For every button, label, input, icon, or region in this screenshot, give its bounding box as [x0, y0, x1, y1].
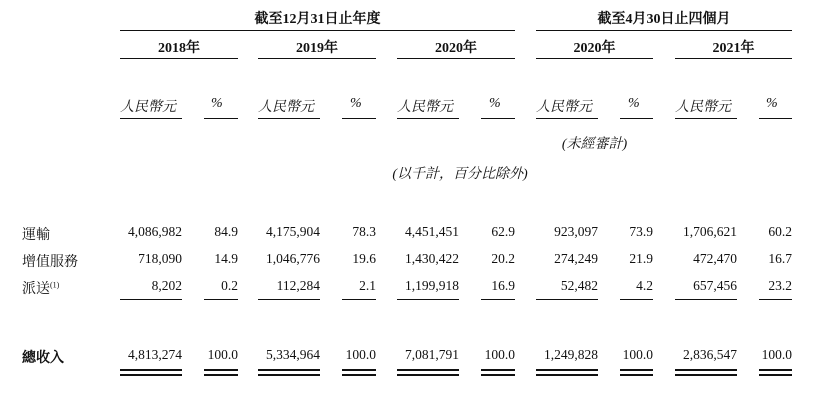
table-cell: 16.7	[768, 251, 792, 266]
subtotal-rule	[675, 299, 737, 300]
total-double-rule	[120, 374, 182, 376]
total-double-rule	[342, 369, 376, 371]
total-double-rule	[481, 374, 515, 376]
subtotal-rule	[759, 299, 792, 300]
year-header-2019: 2019年	[296, 41, 338, 56]
unit-currency-2021-4m: 人民幣元	[675, 100, 731, 115]
table-cell: 657,456	[693, 278, 737, 293]
total-double-rule	[342, 374, 376, 376]
subtotal-rule	[397, 299, 459, 300]
row-label-total: 總收入	[22, 351, 64, 366]
total-cell: 100.0	[345, 347, 376, 362]
total-cell: 100.0	[484, 347, 515, 362]
table-cell: 73.9	[629, 224, 653, 239]
total-cell: 4,813,274	[128, 347, 182, 362]
unit-currency-2018: 人民幣元	[120, 100, 176, 115]
total-cell: 100.0	[622, 347, 653, 362]
unit-percent-2019: %	[350, 96, 362, 111]
unit-rule	[536, 118, 598, 119]
table-cell: 19.6	[352, 251, 376, 266]
unit-rule	[120, 118, 182, 119]
table-cell: 4,086,982	[128, 224, 182, 239]
total-double-rule	[258, 369, 320, 371]
total-double-rule	[120, 369, 182, 371]
year-rule-2019	[258, 58, 376, 59]
table-cell: 2.1	[359, 278, 376, 293]
row-label-delivery: 派送$^{(1)}$	[22, 280, 60, 297]
total-double-rule	[397, 369, 459, 371]
total-double-rule	[204, 369, 238, 371]
subtotal-rule	[620, 299, 653, 300]
unit-rule	[397, 118, 459, 119]
row-label-value-added: 增值服務	[22, 255, 78, 270]
year-header-2020-4m: 2020年	[573, 41, 616, 56]
table-cell: 4.2	[636, 278, 653, 293]
year-rule-2021-4m	[675, 58, 792, 59]
table-cell: 4,451,451	[405, 224, 459, 239]
total-double-rule	[536, 374, 598, 376]
total-cell: 100.0	[761, 347, 792, 362]
unit-rule	[620, 118, 653, 119]
unit-rule	[258, 118, 320, 119]
unit-currency-2019: 人民幣元	[258, 100, 314, 115]
unit-rule	[675, 118, 737, 119]
table-cell: 472,470	[693, 251, 737, 266]
unit-rule	[204, 118, 238, 119]
units-note: (以千計，百分比除外)	[392, 167, 528, 182]
total-double-rule	[536, 369, 598, 371]
header-year-end-group: 截至12月31日止年度	[254, 12, 381, 27]
row-label-transport: 運輸	[22, 228, 50, 243]
unit-rule	[342, 118, 376, 119]
year-header-2018: 2018年	[158, 41, 200, 56]
subtotal-rule	[342, 299, 376, 300]
total-double-rule	[620, 369, 653, 371]
total-cell: 5,334,964	[266, 347, 320, 362]
unit-percent-2021-4m: %	[766, 96, 778, 111]
subtotal-rule	[120, 299, 182, 300]
table-cell: 14.9	[214, 251, 238, 266]
subtotal-rule	[204, 299, 238, 300]
total-double-rule	[759, 369, 792, 371]
table-cell: 274,249	[554, 251, 598, 266]
total-double-rule	[204, 374, 238, 376]
table-cell: 78.3	[352, 224, 376, 239]
table-cell: 1,430,422	[405, 251, 459, 266]
table-cell: 923,097	[554, 224, 598, 239]
unit-currency-2020-4m: 人民幣元	[536, 100, 592, 115]
table-cell: 8,202	[151, 278, 182, 293]
table-cell: 62.9	[491, 224, 515, 239]
header-four-months-rule	[536, 30, 792, 31]
unit-percent-2020-4m: %	[628, 96, 640, 111]
table-cell: 84.9	[214, 224, 238, 239]
subtotal-rule	[481, 299, 515, 300]
unit-percent-2020: %	[489, 96, 501, 111]
total-double-rule	[620, 374, 653, 376]
total-double-rule	[397, 374, 459, 376]
unit-rule	[759, 118, 792, 119]
total-double-rule	[258, 374, 320, 376]
table-cell: 16.9	[491, 278, 515, 293]
table-cell: 21.9	[629, 251, 653, 266]
unit-percent-2018: %	[211, 96, 223, 111]
subtotal-rule	[258, 299, 320, 300]
total-cell: 100.0	[207, 347, 238, 362]
table-cell: 1,706,621	[683, 224, 737, 239]
table-cell: 1,046,776	[266, 251, 320, 266]
year-rule-2018	[120, 58, 238, 59]
total-cell: 1,249,828	[544, 347, 598, 362]
header-four-months-group: 截至4月30日止四個月	[597, 12, 731, 27]
total-cell: 2,836,547	[683, 347, 737, 362]
year-rule-2020-4m	[536, 58, 653, 59]
unit-currency-2020: 人民幣元	[397, 100, 453, 115]
total-double-rule	[481, 369, 515, 371]
unit-rule	[481, 118, 515, 119]
table-cell: 4,175,904	[266, 224, 320, 239]
unaudited-note: (未經審計)	[561, 137, 628, 152]
total-double-rule	[675, 369, 737, 371]
total-cell: 7,081,791	[405, 347, 459, 362]
table-cell: 20.2	[491, 251, 515, 266]
total-double-rule	[759, 374, 792, 376]
table-cell: 52,482	[560, 278, 598, 293]
table-cell: 60.2	[768, 224, 792, 239]
header-year-end-rule	[120, 30, 515, 31]
year-header-2021-4m: 2021年	[712, 41, 755, 56]
total-double-rule	[675, 374, 737, 376]
subtotal-rule	[536, 299, 598, 300]
table-cell: 0.2	[221, 278, 238, 293]
table-cell: 23.2	[768, 278, 792, 293]
table-cell: 718,090	[138, 251, 182, 266]
table-cell: 112,284	[276, 278, 320, 293]
table-cell: 1,199,918	[405, 278, 459, 293]
year-header-2020: 2020年	[435, 41, 477, 56]
year-rule-2020	[397, 58, 515, 59]
